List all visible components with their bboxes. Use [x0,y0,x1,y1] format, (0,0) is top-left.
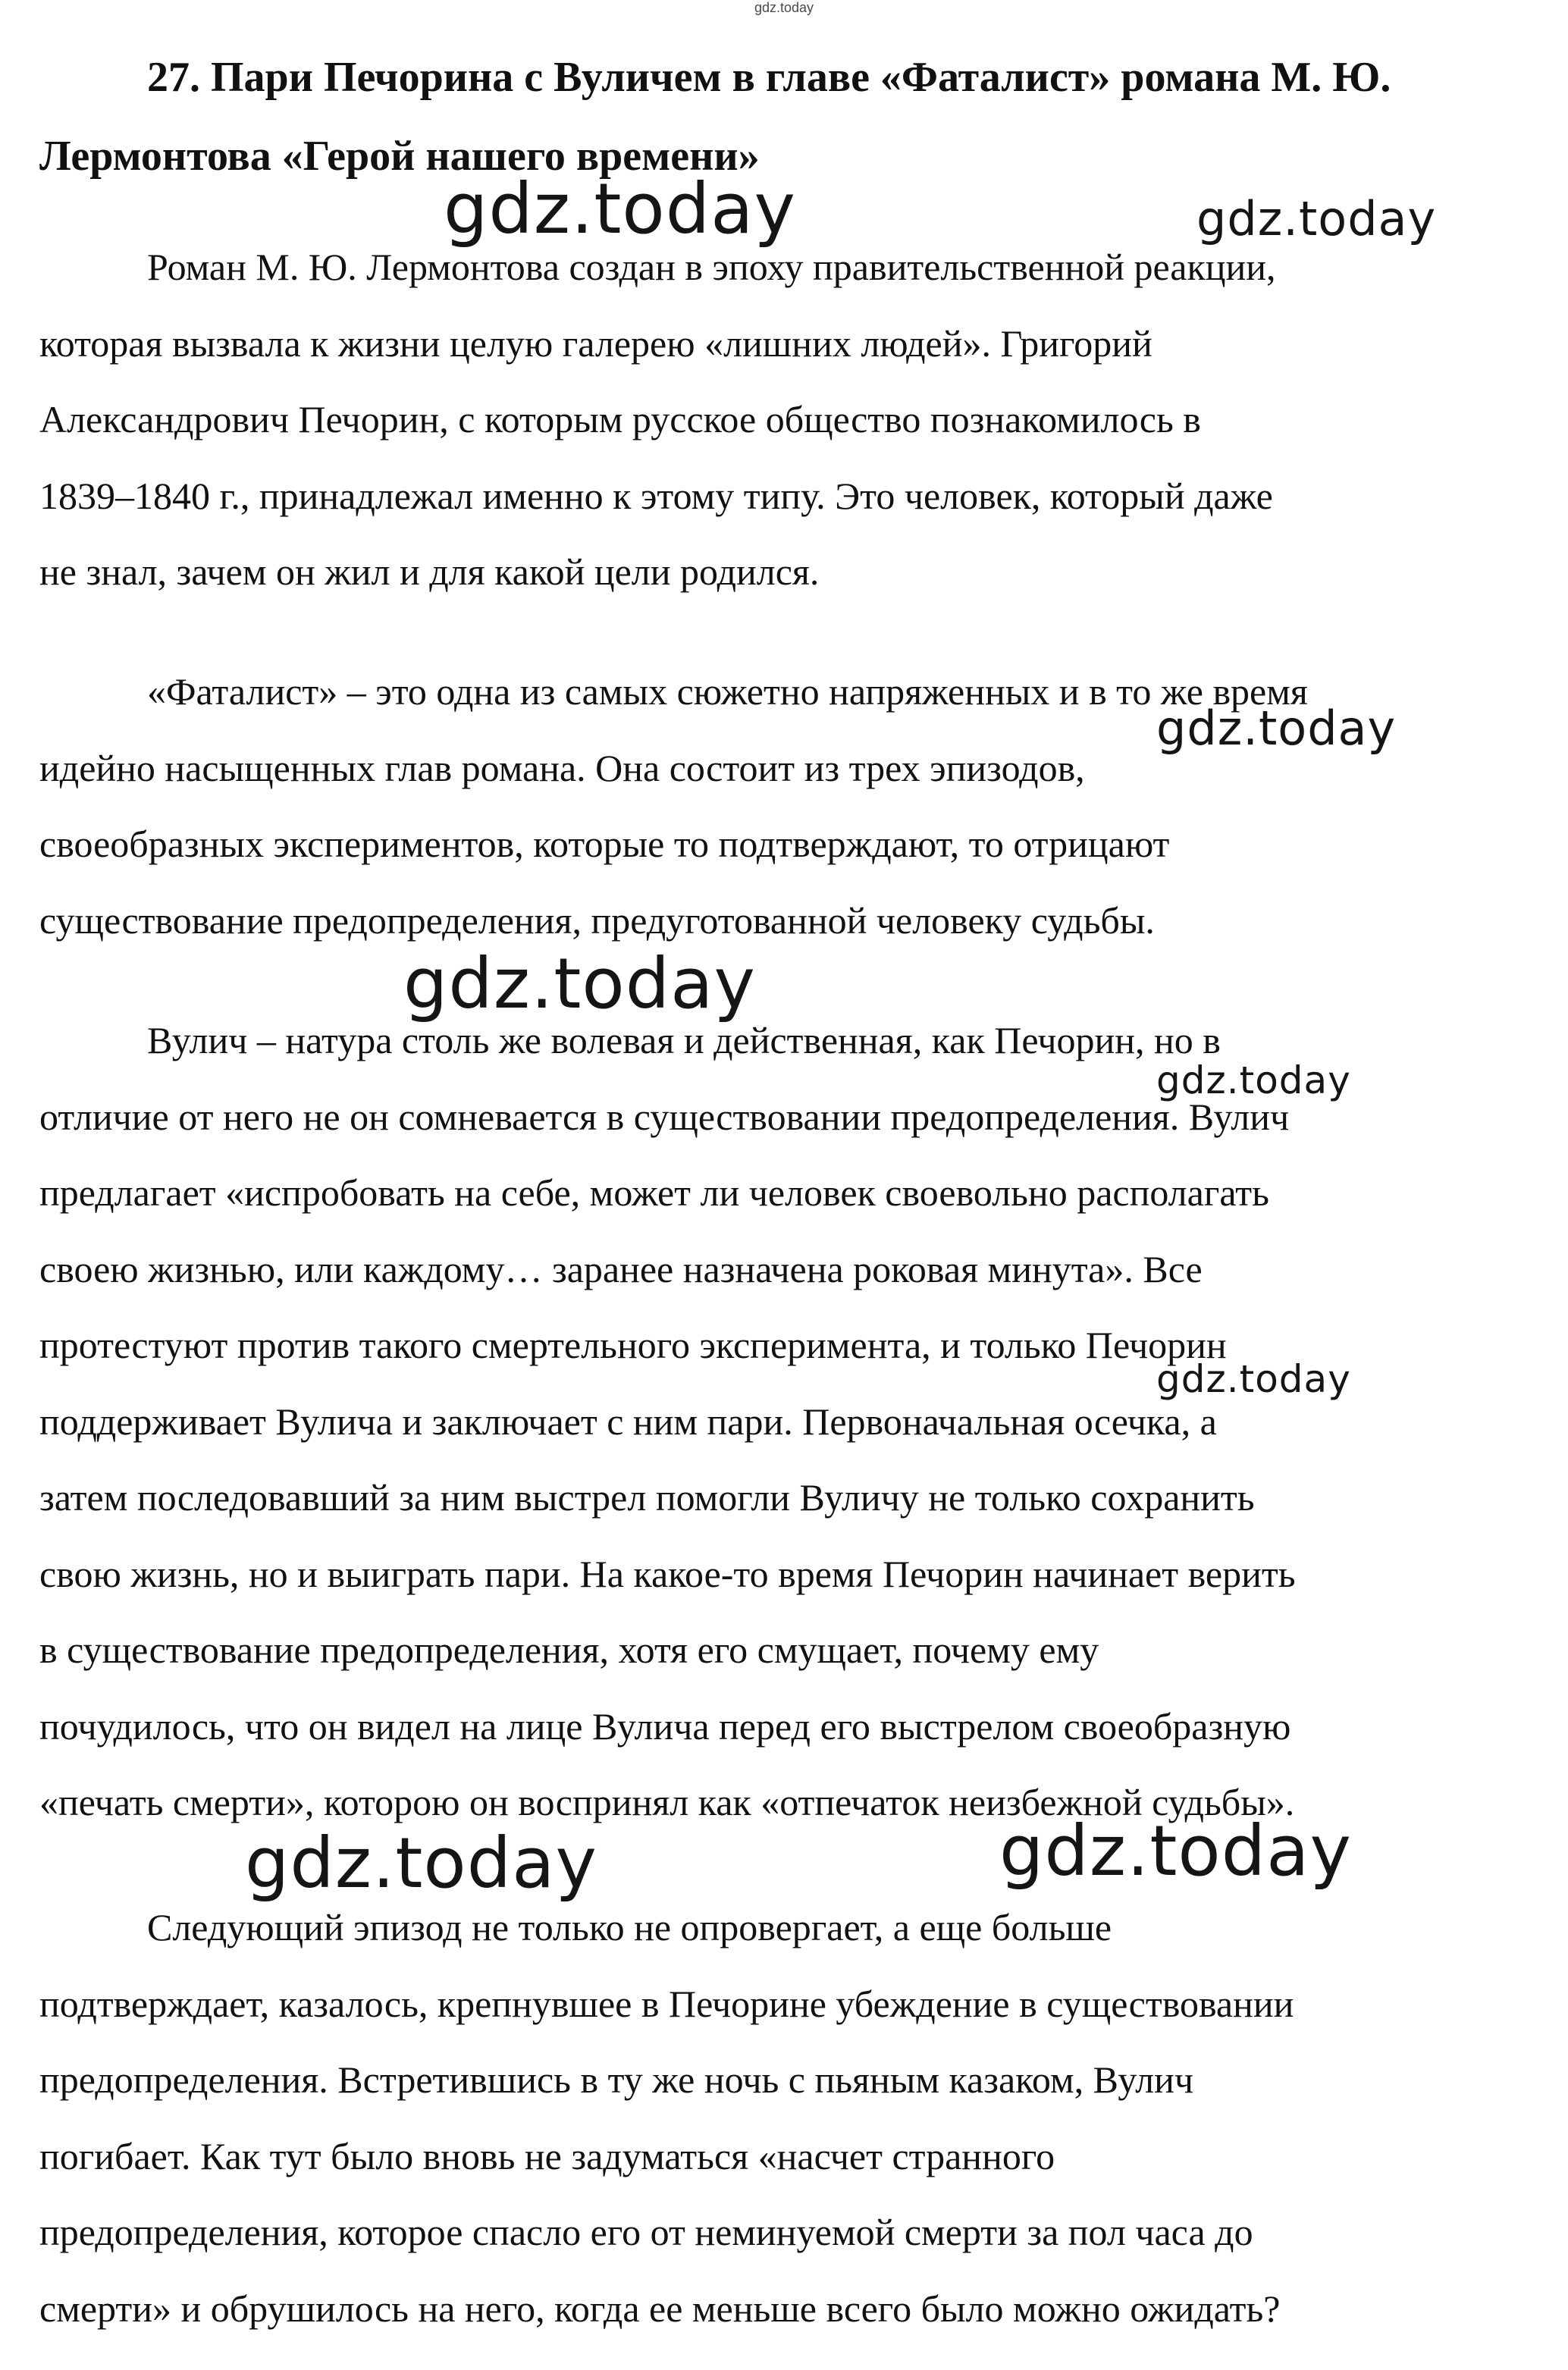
paragraph-line: поддерживает Вулича и заключает с ним пари. Первоначальная осечка, а [39,1400,1217,1443]
paragraph-line: протестуют против такого смертельного эксперимента, и только Печорин [39,1324,1227,1366]
watermark: gdz.today [1196,191,1437,246]
watermark: gdz.today [245,1823,597,1904]
top-watermark: gdz.today [754,0,814,15]
paragraph-line: предлагает «испробовать на себе, может ли человек своевольно располагать [39,1171,1269,1214]
watermark: gdz.today [1156,701,1397,756]
watermark: gdz.today [403,943,756,1024]
paragraph-4 [39,1889,1526,2346]
paragraph-line: в существование предопределения, хотя его смущает, почему ему [39,1629,1099,1671]
paragraph-3 [39,1002,1526,1841]
paragraph-line: «Фаталист» – это одна из самых сюжетно напряженных и в то же время [147,670,1308,713]
title-line-2: Лермонтова «Герой нашего времени» [39,133,760,180]
paragraph-line: Вулич – натура столь же волевая и действенная, как Печорин, но в [147,1019,1221,1061]
paragraph-line: Александрович Печорин, с которым русское общество познакомилось в [39,398,1201,440]
paragraph-2 [39,654,1526,958]
paragraph-line: своею жизнью, или каждому… заранее назначена роковая минута». Все [39,1247,1203,1290]
paragraph-line: «печать смерти», которою он воспринял как «отпечаток неизбежной судьбы». [39,1781,1295,1823]
paragraph-line: предопределения, которое спасло его от неминуемой смерти за пол часа до [39,2211,1253,2253]
paragraph-1 [39,229,1526,610]
paragraph-line: Следующий эпизод не только не опровергает, а еще больше [147,1906,1112,1948]
watermark: gdz.today [1156,1357,1351,1401]
title-line-1: 27. Пари Печорина с Вуличем в главе «Фаталист» романа М. Ю. [147,54,1391,101]
paragraph-line: своеобразных экспериментов, которые то подтверждают, то отрицают [39,823,1170,865]
paragraph-line: почудилось, что он видел на лице Вулича перед его выстрелом своеобразную [39,1704,1291,1748]
paragraph-line: отличие от него не он сомневается в существовании предопределения. Вулич [39,1095,1290,1138]
paragraph-line: идейно насыщенных глав романа. Она состоит из трех эпизодов, [39,746,1085,789]
paragraph-line: Роман М. Ю. Лермонтова создан в эпоху правительственной реакции, [147,246,1276,288]
watermark: gdz.today [1156,1058,1351,1102]
paragraph-line: свою жизнь, но и выиграть пари. На какое-то время Печорин начинает верить [39,1552,1296,1595]
paragraph-line: которая вызвала к жизни целую галерею «лишних людей». Григорий [39,321,1152,365]
paragraph-line: смерти» и обрушилось на него, когда ее меньше всего было можно ожидать? [39,2287,1281,2330]
paragraph-line: подтверждает, казалось, крепнувшее в Печорине убеждение в существовании [39,1982,1294,2025]
paragraph-line: погибает. Как тут было вновь не задуматься «насчет странного [39,2134,1055,2177]
paragraph-line: не знал, зачем он жил и для какой цели родился. [39,550,820,593]
watermark: gdz.today [999,1810,1352,1892]
paragraph-line: предопределения. Встретившись в ту же ночь с пьяным казаком, Вулич [39,2058,1193,2101]
paragraph-line: 1839–1840 г., принадлежал именно к этому типу. Это человек, который даже [39,474,1273,517]
paragraph-line: существование предопределения, предуготованной человеку судьбы. [39,898,1155,942]
paragraph-line: затем последовавший за ним выстрел помогли Вуличу не только сохранить [39,1476,1255,1519]
watermark: gdz.today [444,168,796,249]
